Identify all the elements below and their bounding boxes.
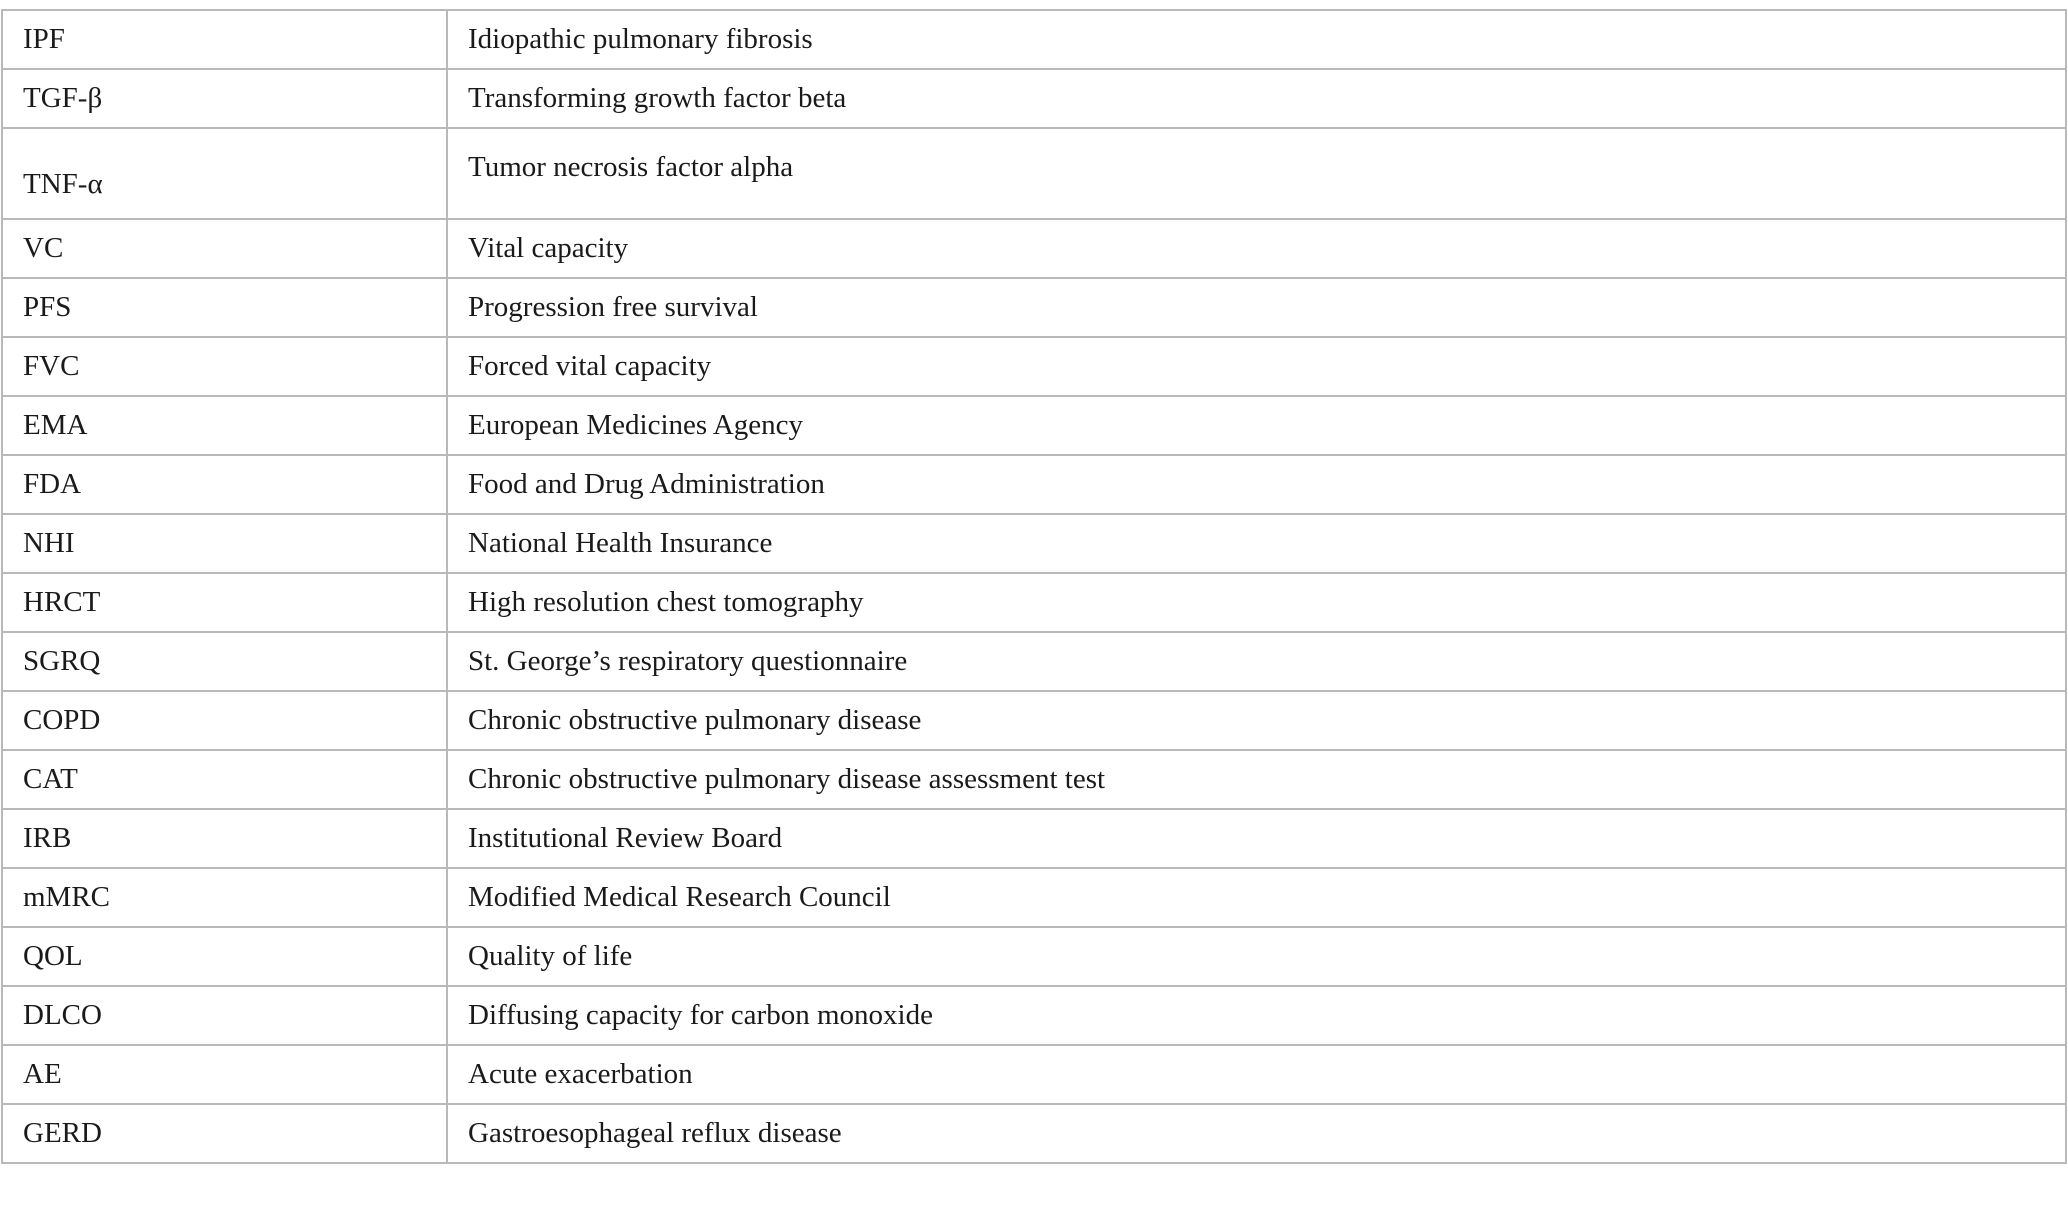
definition-cell: Acute exacerbation [447, 1045, 2066, 1104]
definition-cell: Chronic obstructive pulmonary disease assessment test [447, 750, 2066, 809]
definition-cell: High resolution chest tomography [447, 573, 2066, 632]
table-row [2, 219, 2066, 278]
abbreviation-cell: FVC [2, 337, 447, 396]
table-row [2, 278, 2066, 337]
abbreviation-cell: TGF-β [2, 69, 447, 128]
definition-cell: Quality of life [447, 927, 2066, 986]
definition-cell: Forced vital capacity [447, 337, 2066, 396]
abbreviation-cell: IPF [2, 10, 447, 69]
table-row [2, 986, 2066, 1045]
abbreviation-cell: mMRC [2, 868, 447, 927]
definition-cell: Food and Drug Administration [447, 455, 2066, 514]
definition-cell: Institutional Review Board [447, 809, 2066, 868]
table-row [2, 691, 2066, 750]
table-row [2, 396, 2066, 455]
table-row [2, 1104, 2066, 1163]
abbreviation-cell: CAT [2, 750, 447, 809]
definition-cell: Transforming growth factor beta [447, 69, 2066, 128]
table-row [2, 927, 2066, 986]
abbreviation-cell: GERD [2, 1104, 447, 1163]
definition-cell: Progression free survival [447, 278, 2066, 337]
table-row [2, 69, 2066, 128]
abbreviation-cell: DLCO [2, 986, 447, 1045]
definition-cell: Gastroesophageal reflux disease [447, 1104, 2066, 1163]
definition-cell: Chronic obstructive pulmonary disease [447, 691, 2066, 750]
definition-cell: Diffusing capacity for carbon monoxide [447, 986, 2066, 1045]
abbreviation-cell: VC [2, 219, 447, 278]
abbreviation-cell: COPD [2, 691, 447, 750]
definition-cell: Vital capacity [447, 219, 2066, 278]
abbreviation-cell: FDA [2, 455, 447, 514]
table-row [2, 868, 2066, 927]
abbreviation-cell: SGRQ [2, 632, 447, 691]
table-row [2, 455, 2066, 514]
table-row [2, 514, 2066, 573]
definition-cell: Idiopathic pulmonary fibrosis [447, 10, 2066, 69]
abbreviation-cell: PFS [2, 278, 447, 337]
abbreviation-cell: HRCT [2, 573, 447, 632]
table-row [2, 1045, 2066, 1104]
table-row [2, 632, 2066, 691]
table-row [2, 337, 2066, 396]
definition-cell: European Medicines Agency [447, 396, 2066, 455]
definition-cell: St. George’s respiratory questionnaire [447, 632, 2066, 691]
definition-cell: Modified Medical Research Council [447, 868, 2066, 927]
table-row [2, 128, 2066, 219]
definition-cell: Tumor necrosis factor alpha [447, 128, 2066, 219]
definition-cell: National Health Insurance [447, 514, 2066, 573]
abbreviation-cell: IRB [2, 809, 447, 868]
abbreviation-cell: QOL [2, 927, 447, 986]
abbreviation-cell: EMA [2, 396, 447, 455]
abbreviation-cell: AE [2, 1045, 447, 1104]
table-row [2, 750, 2066, 809]
table-row [2, 10, 2066, 69]
abbreviation-cell: TNF-α [2, 128, 447, 219]
table-row [2, 573, 2066, 632]
abbreviation-cell: NHI [2, 514, 447, 573]
table-row [2, 809, 2066, 868]
abbreviations-table [1, 9, 2067, 1164]
